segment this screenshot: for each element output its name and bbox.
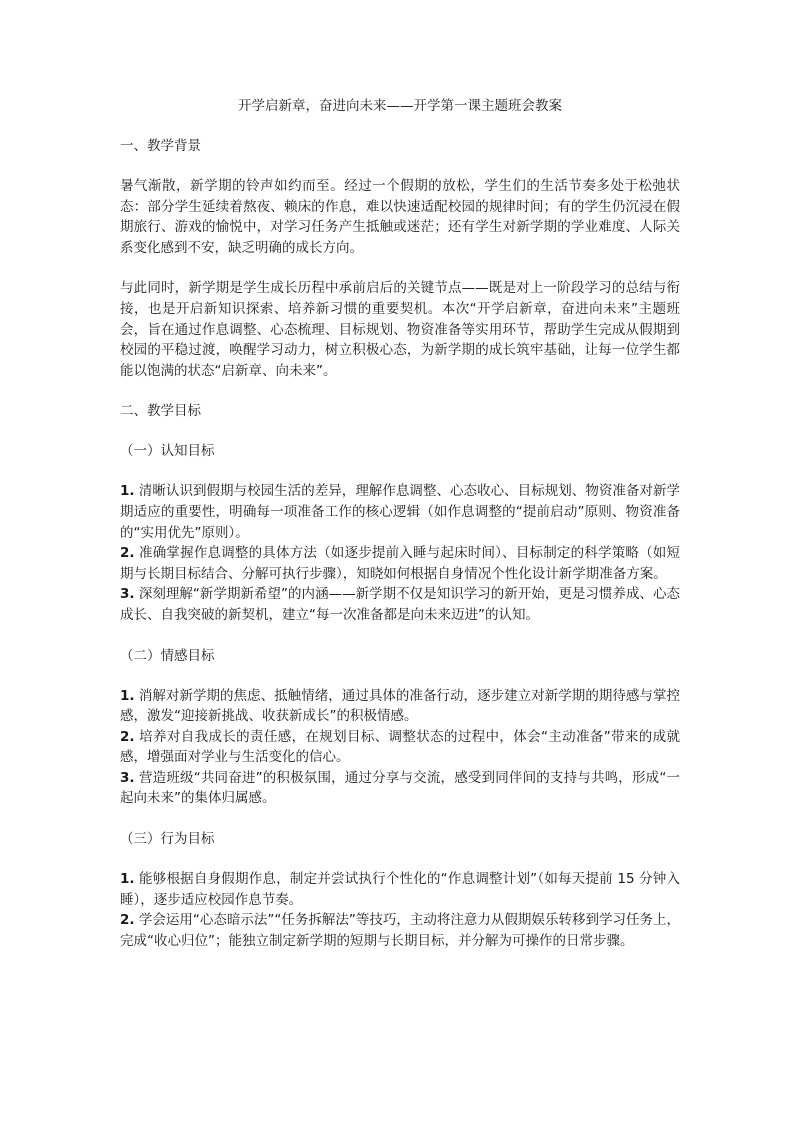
item-number: 2. [120,728,135,745]
behavioral-objectives-list [120,869,680,951]
item-text: 培养对自我成长的责任感，在规划目标、调整状态的过程中，体会“主动准备”带来的成就感，增强面对学业与生活变化的信心。 [120,728,680,766]
background-paragraph-1: 暑气渐散，新学期的铃声如约而至。经过一个假期的放松，学生们的生活节奏多处于松弛状态：部分学生延续着熬夜、赖床的作息，难以快速适配校园的规律时间；有的学生仍沉浸在假期旅行、游戏的愉悦中，对学习任务产生抵触或迷茫；还有学生对新学期的学业难度、人际关系变化感到不安，缺乏明确的成长方向。 [120,178,680,256]
item-text: 能够根据自身假期作息，制定并尝试执行个性化的“作息调整计划”（如每天提前 15 分钟入睡），逐步适应校园作息节奏。 [120,871,680,908]
item-number: 1. [120,483,135,500]
list-item [120,727,680,768]
cognitive-objectives-list [120,481,680,625]
item-text: 准确掌握作息调整的具体方法（如逐步提前入睡与起床时间）、目标制定的科学策略（如短期与长期目标结合、分解可执行步骤），知晓如何根据自身情况个性化设计新学期准备方案。 [120,545,680,582]
item-text: 消解对新学期的焦虑、抵触情绪，通过具体的准备行动，逐步建立对新学期的期待感与掌控感，激发“迎接新挑战、收获新成长”的积极情感。 [120,687,680,725]
item-number: 3. [120,769,135,786]
document-body [120,96,680,971]
item-text: 营造班级“共同奋进”的积极氛围，通过分享与交流，感受到同伴间的支持与共鸣，形成“一起向未来”的集体归属感。 [120,769,680,807]
list-item [120,686,680,727]
item-number: 2. [120,912,135,929]
emotional-objectives-list [120,686,680,810]
list-item [120,869,680,910]
list-item [120,584,680,625]
list-item [120,768,680,809]
subsection-heading-behavioral: （三）行为目标 [120,831,215,848]
list-item [120,543,680,584]
item-text: 清晰认识到假期与校园生活的差异，理解作息调整、心态收心、目标规划、物资准备对新学期适应的重要性，明确每一项准备工作的核心逻辑（如作息调整的“提前启动”原则、物资准备的“实用优先”原则）。 [120,483,680,541]
item-text: 深刻理解“新学期新希望”的内涵——新学期不仅是知识学习的新开始，更是习惯养成、心态成长、自我突破的新契机，建立“每一次准备都是向未来迈进”的认知。 [120,586,680,623]
item-number: 1. [120,687,135,704]
item-number: 2. [120,545,135,562]
item-text: 学会运用“心态暗示法”“任务拆解法”等技巧，主动将注意力从假期娱乐转移到学习任务上，完成“收心归位”；能独立制定新学期的短期与长期目标，并分解为可操作的日常步骤。 [120,912,680,949]
item-number: 1. [120,871,135,888]
section-heading-objectives: 二、教学目标 [120,403,201,420]
item-number: 3. [120,586,135,603]
document-title: 开学启新章，奋进向未来——开学第一课主题班会教案 [238,98,562,114]
background-paragraph-2: 与此同时，新学期是学生成长历程中承前启后的关键节点——既是对上一阶段学习的总结与衔接，也是开启新知识探索、培养新习惯的重要契机。本次“开学启新章，奋进向未来”主题班会，旨在通过作息调整、心态梳理、目标规划、物资准备等实用环节，帮助学生完成从假期到校园的平稳过渡，唤醒学习动力，树立积极心态，为新学期的成长筑牢基础，让每一位学生都能以饱满的状态“启新章、向未来”。 [120,280,680,379]
list-item [120,910,680,951]
subsection-heading-cognitive: （一）认知目标 [120,443,215,460]
section-heading-background: 一、教学背景 [120,138,201,154]
subsection-heading-emotional: （二）情感目标 [120,647,215,664]
list-item [120,481,680,543]
